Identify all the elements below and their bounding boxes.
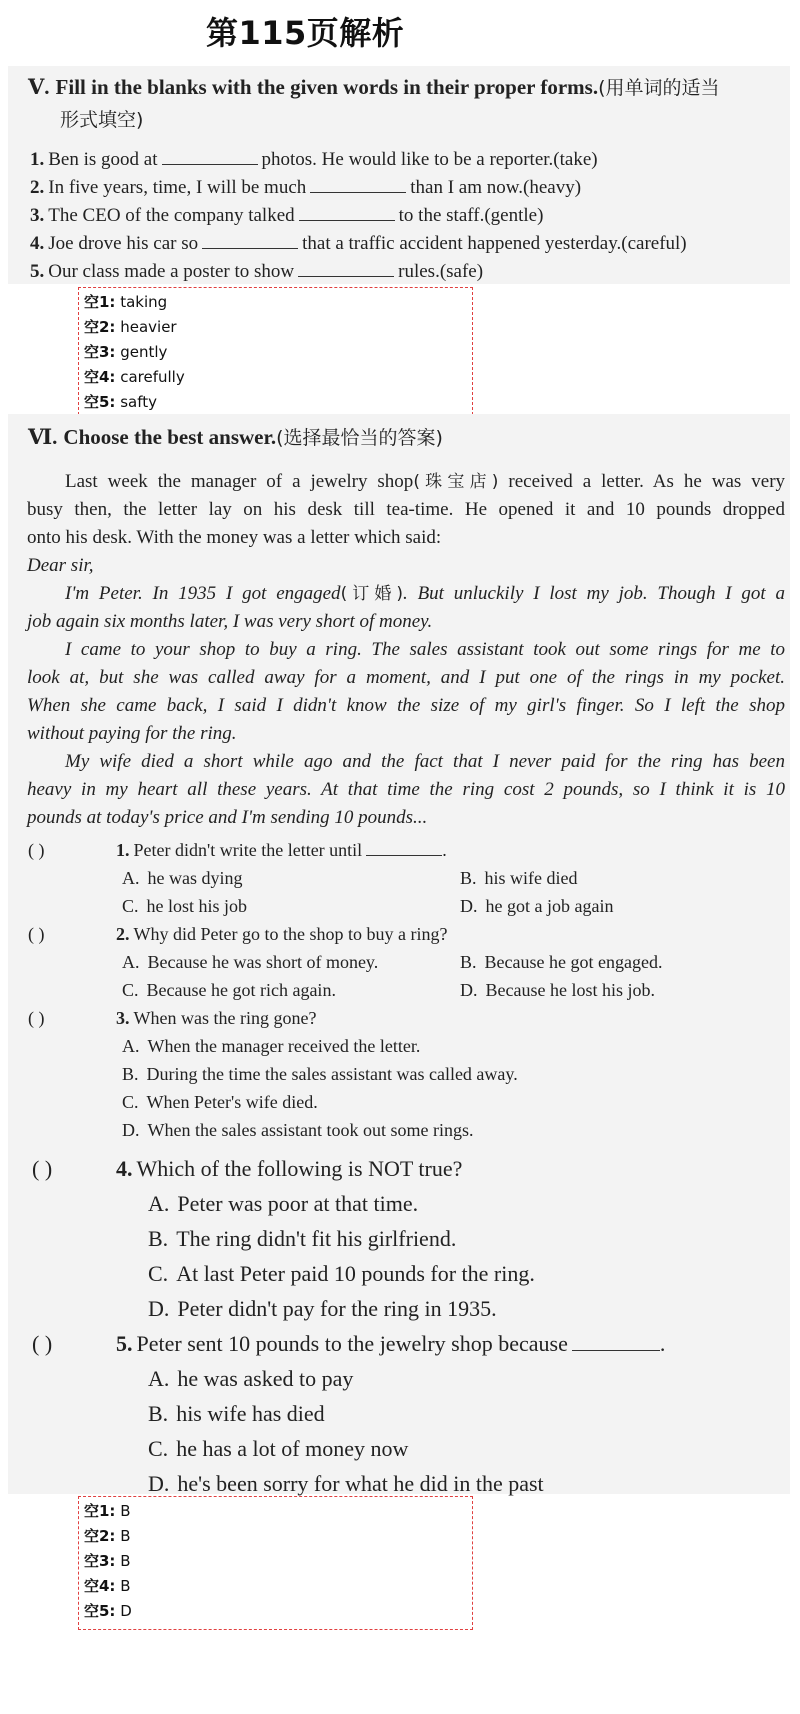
question-text: Ben is good at bbox=[48, 149, 158, 170]
reading-passage bbox=[27, 468, 785, 832]
answer-label: 空3: bbox=[84, 343, 116, 361]
question-number: 2. bbox=[30, 177, 45, 198]
option-letter: A. bbox=[122, 868, 140, 888]
answer-label: 空5: bbox=[84, 393, 116, 411]
section5-heading-cn-1: (用单词的适当 bbox=[598, 77, 720, 99]
question-number: 2. bbox=[116, 924, 130, 944]
section5-numeral: Ⅴ. bbox=[28, 75, 50, 99]
answer-blank bbox=[162, 146, 258, 165]
passage-text: onto his desk. With the money was a letter which said: bbox=[27, 527, 442, 548]
passage-line bbox=[27, 692, 785, 720]
option-1b bbox=[460, 864, 578, 892]
passage-line bbox=[27, 524, 785, 552]
question-number: 1. bbox=[116, 840, 130, 860]
option-text: his wife has died bbox=[176, 1401, 325, 1426]
passage-line bbox=[27, 804, 785, 832]
option-text: When the manager received the letter. bbox=[147, 1036, 421, 1056]
option-1c bbox=[122, 892, 247, 920]
option-letter: D. bbox=[148, 1471, 170, 1496]
answer-label: 空4: bbox=[84, 368, 116, 386]
mc-question-2 bbox=[28, 920, 447, 948]
passage-line bbox=[27, 496, 785, 524]
answer-value: taking bbox=[120, 293, 168, 311]
option-text: When Peter's wife died. bbox=[146, 1092, 318, 1112]
answer-parentheses: ( ) bbox=[32, 1331, 53, 1356]
answer-value: B bbox=[120, 1552, 131, 1570]
passage-text: pounds at today's price and I'm sending 10 pounds... bbox=[27, 807, 428, 828]
option-4b bbox=[148, 1222, 456, 1256]
question-text: . bbox=[442, 840, 447, 860]
section6-heading-text: Choose the best answer. bbox=[63, 425, 277, 449]
option-letter: A. bbox=[122, 1036, 140, 1056]
option-2b bbox=[460, 948, 662, 976]
option-letter: C. bbox=[122, 1092, 139, 1112]
answer-value: gently bbox=[120, 343, 168, 361]
question-number: 3. bbox=[30, 205, 45, 226]
answer-blank bbox=[298, 258, 394, 277]
question-number: 5. bbox=[30, 261, 45, 282]
answer-parentheses: ( ) bbox=[32, 1156, 53, 1181]
section5-question-4 bbox=[30, 230, 687, 258]
option-letter: B. bbox=[148, 1401, 169, 1426]
question-number: 5. bbox=[116, 1331, 133, 1356]
answer-blank bbox=[572, 1328, 660, 1351]
page-title: 第115页解析 bbox=[206, 14, 405, 52]
section5-question-1 bbox=[30, 146, 598, 174]
option-text: his wife died bbox=[484, 868, 578, 888]
option-letter: B. bbox=[148, 1226, 169, 1251]
passage-text: (订婚) bbox=[340, 584, 404, 604]
answer-box-section5 bbox=[78, 287, 473, 420]
option-letter: A. bbox=[148, 1366, 170, 1391]
option-letter: D. bbox=[460, 896, 478, 916]
option-text: he has a lot of money now bbox=[176, 1436, 409, 1461]
option-letter: C. bbox=[122, 980, 139, 1000]
section5-heading-text: Fill in the blanks with the given words in their proper forms. bbox=[55, 75, 599, 99]
option-text: When the sales assistant took out some rings. bbox=[147, 1120, 474, 1140]
option-text: During the time the sales assistant was called away. bbox=[146, 1064, 518, 1084]
question-number: 4. bbox=[30, 233, 45, 254]
question-text: to the staff.(gentle) bbox=[398, 205, 544, 226]
question-text: photos. He would like to be a reporter.(take) bbox=[261, 149, 598, 170]
option-text: Because he was short of money. bbox=[147, 952, 379, 972]
passage-line bbox=[27, 608, 785, 636]
option-text: he lost his job bbox=[146, 896, 248, 916]
answer-row bbox=[79, 315, 472, 340]
option-letter: C. bbox=[148, 1261, 169, 1286]
option-2d bbox=[460, 976, 655, 1004]
question-text: Which of the following is NOT true? bbox=[136, 1156, 463, 1181]
answer-blank bbox=[366, 837, 442, 856]
question-text: than I am now.(heavy) bbox=[410, 177, 582, 198]
option-text: Because he got rich again. bbox=[146, 980, 336, 1000]
answer-label: 空2: bbox=[84, 318, 116, 336]
option-text: Because he lost his job. bbox=[485, 980, 655, 1000]
question-number: 3. bbox=[116, 1008, 130, 1028]
mc-question-5 bbox=[32, 1327, 665, 1361]
option-letter: A. bbox=[148, 1191, 170, 1216]
answer-row bbox=[79, 340, 472, 365]
option-5a bbox=[148, 1362, 353, 1396]
answer-row bbox=[79, 365, 472, 390]
passage-line bbox=[27, 748, 785, 776]
section5-question-3 bbox=[30, 202, 543, 230]
option-text: he's been sorry for what he did in the past bbox=[177, 1471, 544, 1496]
answer-row bbox=[79, 1574, 472, 1599]
answer-value: B bbox=[120, 1527, 131, 1545]
passage-text: I came to your shop to buy a ring. The sales assistant took out some rings for me to bbox=[65, 639, 785, 660]
question-text: The CEO of the company talked bbox=[48, 205, 295, 226]
answer-row bbox=[79, 1549, 472, 1574]
passage-text: received a letter. As he was very bbox=[508, 471, 786, 492]
option-text: he was dying bbox=[147, 868, 243, 888]
section5-heading bbox=[28, 72, 788, 136]
option-text: Because he got engaged. bbox=[484, 952, 663, 972]
question-text: Peter sent 10 pounds to the jewelry shop because bbox=[136, 1331, 568, 1356]
passage-text: Dear sir, bbox=[27, 555, 94, 576]
passage-text: I'm Peter. In 1935 I got engaged bbox=[65, 583, 341, 604]
answer-row bbox=[79, 1499, 472, 1524]
option-5b bbox=[148, 1397, 325, 1431]
passage-text: without paying for the ring. bbox=[27, 723, 237, 744]
question-text: rules.(safe) bbox=[398, 261, 484, 282]
passage-text: heavy in my heart all these years. At that time the ring cost 2 pounds, so I think it is 10 bbox=[27, 779, 785, 800]
passage-text: . But unluckily I lost my job. Though I got a bbox=[403, 583, 786, 604]
option-4d bbox=[148, 1292, 497, 1326]
passage-line bbox=[27, 468, 785, 496]
option-3a bbox=[122, 1032, 420, 1060]
passage-line bbox=[27, 636, 785, 664]
answer-blank bbox=[299, 202, 395, 221]
answer-value: safty bbox=[120, 393, 158, 411]
answer-parentheses: ( ) bbox=[28, 840, 45, 860]
section6-numeral: Ⅵ. bbox=[28, 425, 58, 449]
option-3b bbox=[122, 1060, 518, 1088]
option-text: he was asked to pay bbox=[177, 1366, 354, 1391]
answer-label: 空3: bbox=[84, 1552, 116, 1570]
answer-box-section6 bbox=[78, 1496, 473, 1630]
question-number: 1. bbox=[30, 149, 45, 170]
passage-line bbox=[27, 664, 785, 692]
section5-heading-cn-2: 形式填空) bbox=[60, 109, 144, 131]
answer-blank bbox=[202, 230, 298, 249]
question-text: When was the ring gone? bbox=[133, 1008, 317, 1028]
option-1d bbox=[460, 892, 613, 920]
question-text: In five years, time, I will be much bbox=[48, 177, 307, 198]
answer-value: carefully bbox=[120, 368, 185, 386]
answer-value: B bbox=[120, 1502, 131, 1520]
option-text: Peter didn't pay for the ring in 1935. bbox=[177, 1296, 497, 1321]
answer-parentheses: ( ) bbox=[28, 924, 45, 944]
answer-row bbox=[79, 1599, 472, 1624]
option-letter: D. bbox=[122, 1120, 140, 1140]
question-text: Our class made a poster to show bbox=[48, 261, 295, 282]
mc-question-4 bbox=[32, 1152, 462, 1186]
mc-question-3 bbox=[28, 1004, 316, 1032]
question-text: Peter didn't write the letter until bbox=[133, 840, 363, 860]
question-text: Why did Peter go to the shop to buy a ring? bbox=[133, 924, 448, 944]
answer-value: B bbox=[120, 1577, 131, 1595]
option-letter: B. bbox=[122, 1064, 139, 1084]
passage-text: Last week the manager of a jewelry shop bbox=[65, 471, 414, 492]
option-3d bbox=[122, 1116, 473, 1144]
answer-label: 空4: bbox=[84, 1577, 116, 1595]
option-text: he got a job again bbox=[485, 896, 614, 916]
answer-label: 空1: bbox=[84, 1502, 116, 1520]
answer-parentheses: ( ) bbox=[28, 1008, 45, 1028]
question-text: Joe drove his car so bbox=[48, 233, 199, 254]
option-text: At last Peter paid 10 pounds for the ring. bbox=[176, 1261, 535, 1286]
answer-label: 空5: bbox=[84, 1602, 116, 1620]
answer-blank bbox=[310, 174, 406, 193]
option-3c bbox=[122, 1088, 318, 1116]
mc-question-1 bbox=[28, 836, 447, 864]
section5-question-5 bbox=[30, 258, 483, 286]
answer-row bbox=[79, 290, 472, 315]
option-4a bbox=[148, 1187, 418, 1221]
answer-row bbox=[79, 1524, 472, 1549]
option-letter: D. bbox=[148, 1296, 170, 1321]
section5-question-2 bbox=[30, 174, 581, 202]
passage-line bbox=[27, 720, 785, 748]
option-5c bbox=[148, 1432, 408, 1466]
passage-text: My wife died a short while ago and the fact that I never paid for the ring has been bbox=[65, 751, 785, 772]
option-2a bbox=[122, 948, 378, 976]
section6-heading-cn: (选择最恰当的答案) bbox=[276, 427, 443, 449]
answer-value: D bbox=[120, 1602, 132, 1620]
option-letter: B. bbox=[460, 952, 477, 972]
passage-text: When she came back, I said I didn't know the size of my girl's finger. So I left the shop bbox=[27, 695, 785, 716]
passage-text: look at, but she was called away for a moment, and I put one of the rings in my pocket. bbox=[27, 667, 785, 688]
answer-value: heavier bbox=[120, 318, 177, 336]
passage-text: job again six months later, I was very short of money. bbox=[27, 611, 433, 632]
answer-label: 空1: bbox=[84, 293, 116, 311]
passage-text: (珠宝店) bbox=[413, 472, 499, 492]
answer-label: 空2: bbox=[84, 1527, 116, 1545]
option-letter: C. bbox=[148, 1436, 169, 1461]
passage-text: busy then, the letter lay on his desk till tea-time. He opened it and 10 pounds dropped bbox=[27, 499, 785, 520]
option-4c bbox=[148, 1257, 535, 1291]
question-text: . bbox=[659, 1331, 666, 1356]
passage-salutation bbox=[27, 552, 785, 580]
option-letter: A. bbox=[122, 952, 140, 972]
option-text: Peter was poor at that time. bbox=[177, 1191, 419, 1216]
passage-line bbox=[27, 580, 785, 608]
question-text: that a traffic accident happened yesterday.(careful) bbox=[302, 233, 687, 254]
answer-row bbox=[79, 390, 472, 415]
option-2c bbox=[122, 976, 336, 1004]
option-text: The ring didn't fit his girlfriend. bbox=[176, 1226, 457, 1251]
option-letter: B. bbox=[460, 868, 477, 888]
question-number: 4. bbox=[116, 1156, 133, 1181]
option-letter: D. bbox=[460, 980, 478, 1000]
option-letter: C. bbox=[122, 896, 139, 916]
option-1a bbox=[122, 864, 242, 892]
passage-line bbox=[27, 776, 785, 804]
section6-heading bbox=[28, 422, 788, 454]
